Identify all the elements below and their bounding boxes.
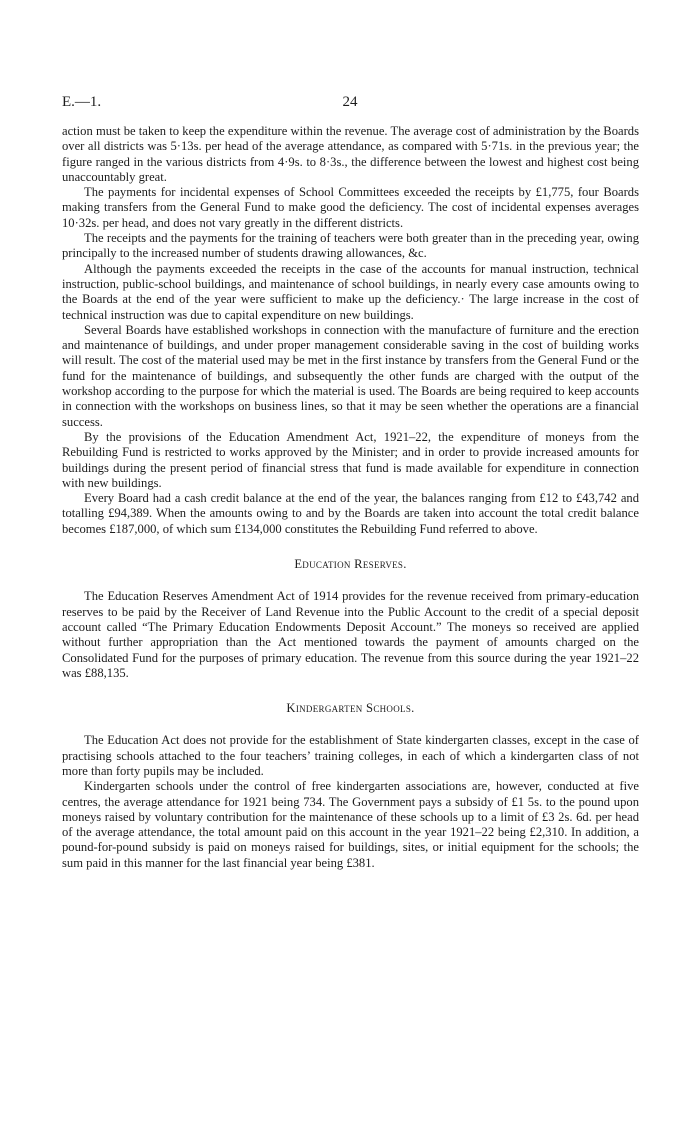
page-header (62, 94, 638, 114)
page-number: 24 (342, 94, 358, 110)
paragraph-administration-cost: action must be taken to keep the expenditure within the revenue. The average cost of administration by the Boards over all districts was 5·13s. per head of the average attendance, as compared with 5·71s. in the previous year; the figure ranged in the various districts from 4·9s. to 8·3s., the difference between the lowest and highest cost being unaccountably great. (62, 124, 639, 184)
paragraph-education-reserves: The Education Reserves Amendment Act of 1914 provides for the revenue received from primary-education reserves to be paid by the Receiver of Land Revenue into the Public Account to the credit of a special deposit account called “The Primary Education Endowments Deposit Account.” The moneys so received are applied without further appropriation than the Act mentioned towards the payment of amounts charged on the Consolidated Fund for the purposes of primary education. The revenue from this source during the year 1921–22 was £88,135. (62, 589, 639, 680)
paragraph-teacher-training: The receipts and the payments for the training of teachers were both greater than in the preceding year, owing principally to the increased number of students drawing allowances, &c. (62, 231, 639, 261)
page-body (62, 124, 639, 871)
paragraph-rebuilding-fund: By the provisions of the Education Amendment Act, 1921–22, the expenditure of moneys from the Rebuilding Fund is restricted to works approved by the Minister; and in order to provide increased amounts for buildings during the present period of financial stress that fund is made available for expenditure in connection with new buildings. (62, 429, 639, 490)
paragraph-manual-instruction: Although the payments exceeded the receipts in the case of the accounts for manual instruction, technical instruction, public-school buildings, and maintenance of school buildings, in nearly every case amounts owing to the Boards at the end of the year were sufficient to make up the deficiency.· The large increase in the cost of technical instruction was due to capital expenditure on new buildings. (62, 261, 639, 322)
section-heading-education-reserves: Education Reserves. (294, 557, 407, 572)
paragraph-workshops: Several Boards have established workshops in connection with the manufacture of furniture and the erection and maintenance of buildings, and under proper management considerable saving in the cost of building works will result. The cost of the material used may be met in the first instance by transfers from the General Fund or the fund for the maintenance of buildings, and subsequently the other funds are charged with the output of the workshop according to the purpose for which the material is used. The Boards are being required to keep accounts in connection with the workshops on business lines, so that it may be seen whether the operations are a financial success. (62, 322, 639, 429)
paragraph-cash-balance: Every Board had a cash credit balance at the end of the year, the balances ranging from £12 to £43,742 and totalling £94,389. When the amounts owing to and by the Boards are taken into account the total credit balance becomes £187,000, of which sum £134,000 constitutes the Rebuilding Fund referred to above. (62, 491, 639, 536)
paragraph-kindergarten-subsidy: Kindergarten schools under the control of free kindergarten associations are, however, conducted at five centres, the average attendance for 1921 being 734. The Government pays a subsidy of £1 5s. to the pound upon moneys raised by voluntary contribution for the maintenance of these schools up to a limit of £3 2s. 6d. per head of the average attendance, the total amount paid on this account in the year 1921–22 being £2,310. In addition, a pound-for-pound subsidy is paid on moneys raised for buildings, sites, or initial equipment for the schools; the sum paid in this manner for the last financial year being £381. (62, 779, 639, 870)
paragraph-incidental-expenses: The payments for incidental expenses of School Committees exceeded the receipts by £1,775, four Boards making transfers from the General Fund to make good the deficiency. The cost of incidental expenses averages 10·32s. per head, and does not vary greatly in the different districts. (62, 185, 639, 230)
section-heading-kindergarten-schools: Kindergarten Schools. (286, 701, 415, 716)
document-reference: E.—1. (62, 94, 102, 110)
paragraph-kindergarten-provision: The Education Act does not provide for the establishment of State kindergarten classes, except in the case of practising schools attached to the four teachers’ training colleges, in each of which a kindergarten class of not more than forty pupils may be included. (62, 733, 639, 778)
